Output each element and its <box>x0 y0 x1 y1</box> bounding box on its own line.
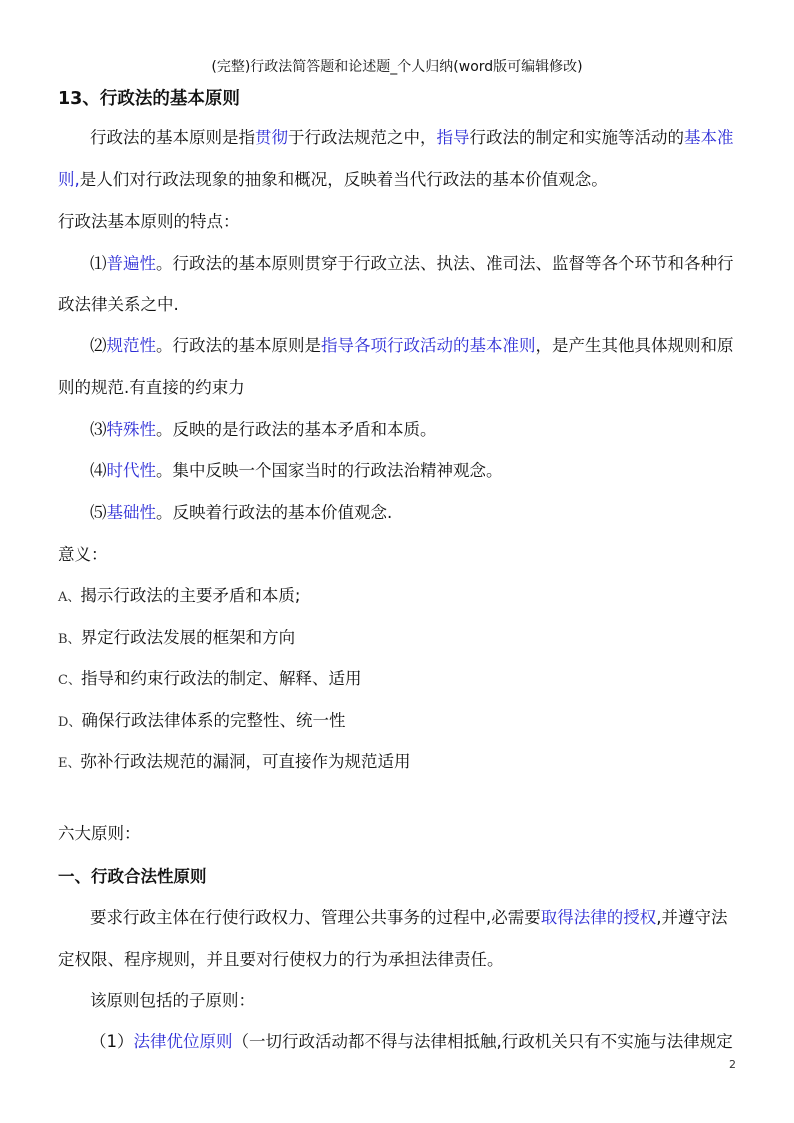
feature-text: 。行政法的基本原则贯穿于行政立法、执法、准司法、监督等各个环节和各种行 <box>156 254 734 273</box>
page-header: (完整)行政法简答题和论述题_个人归纳(word版可编辑修改) <box>211 59 583 75</box>
keyword-ze: 则, <box>58 170 80 189</box>
sub-principles-heading: 该原则包括的子原则： <box>90 991 255 1010</box>
feature-keyword: 规范性 <box>106 336 156 355</box>
principle-highlight: 取得法律的授权 <box>540 908 657 927</box>
feature-keyword: 时代性 <box>106 461 156 480</box>
feature-number: ⑷ <box>90 461 107 480</box>
principle-text: ,并遵守法 <box>656 908 728 927</box>
meaning-item-d <box>58 710 345 734</box>
meaning-item-e <box>58 751 411 775</box>
principle-1-line-2: 定权限、程序规则，并且要对行使权力的行为承担法律责任。 <box>58 950 504 969</box>
item-letter: A、 <box>58 590 81 605</box>
feature-keyword: 特殊性 <box>106 420 156 439</box>
definition-text: 行政法的制定和实施等活动的 <box>469 128 684 147</box>
feature-text: 。反映的是行政法的基本矛盾和本质。 <box>156 420 437 439</box>
section-13-title: 13、行政法的基本原则 <box>58 89 240 109</box>
feature-1-line-2: 政法律关系之中. <box>58 295 179 314</box>
meaning-item-a <box>58 585 300 609</box>
definition-line-2 <box>58 169 608 191</box>
meaning-item-b <box>58 627 295 651</box>
page-number: 2 <box>729 1058 736 1071</box>
principle-1-line-1 <box>90 907 728 929</box>
definition-text: 是人们对行政法现象的抽象和概况，反映着当代行政法的基本价值观念。 <box>79 170 608 189</box>
feature-text: ，是产生其他具体规则和原 <box>535 336 734 355</box>
feature-3 <box>90 419 437 441</box>
item-text: 揭示行政法的主要矛盾和本质; <box>80 586 301 605</box>
feature-number: ⑶ <box>90 420 107 439</box>
feature-text: 。反映着行政法的基本价值观念. <box>156 503 393 522</box>
principle-text: 要求行政主体在行使行政权力、管理公共事务的过程中,必需要 <box>90 908 541 927</box>
feature-number: ⑸ <box>90 503 107 522</box>
feature-text: 。集中反映一个国家当时的行政法治精神观念。 <box>156 461 503 480</box>
feature-2-line-2: 则的规范.有直接的约束力 <box>58 378 245 397</box>
definition-text: 于行政法规范之中， <box>288 128 437 147</box>
feature-number: ⑴ <box>90 254 107 273</box>
feature-keyword: 普遍性 <box>106 254 156 273</box>
feature-1-line-1 <box>90 253 734 275</box>
feature-2-line-1 <box>90 335 734 357</box>
sub-keyword: 法律优位原则 <box>133 1032 233 1051</box>
item-letter: D、 <box>58 715 82 730</box>
feature-5 <box>90 502 392 524</box>
feature-text: 。行政法的基本原则是 <box>156 336 321 355</box>
item-text: 指导和约束行政法的制定、解释、适用 <box>80 669 362 688</box>
item-text: 确保行政法律体系的完整性、统一性 <box>81 711 346 730</box>
feature-number: ⑵ <box>90 336 107 355</box>
feature-highlight: 指导各项行政活动的基本准则 <box>321 336 536 355</box>
definition-text: 行政法的基本原则是指 <box>90 128 255 147</box>
sub-text: （一切行政活动都不得与法律相抵触,行政机关只有不实施与法律规定 <box>232 1032 733 1051</box>
sub-principle-1 <box>90 1031 733 1053</box>
six-principles-heading: 六大原则： <box>58 824 141 843</box>
features-heading: 行政法基本原则的特点： <box>58 212 240 231</box>
keyword-zhidao: 指导 <box>436 128 470 147</box>
item-letter: B、 <box>58 632 81 647</box>
meaning-item-c <box>58 668 361 692</box>
principle-1-title: 一、行政合法性原则 <box>58 867 207 886</box>
item-text: 弥补行政法规范的漏洞，可直接作为规范适用 <box>80 752 411 771</box>
keyword-jiben-zhunze: 基本准 <box>684 128 734 147</box>
item-letter: E、 <box>58 756 81 771</box>
feature-keyword: 基础性 <box>106 503 156 522</box>
keyword-guanche: 贯彻 <box>255 128 288 147</box>
sub-number: （1） <box>90 1032 134 1051</box>
item-letter: C、 <box>58 673 81 688</box>
definition-line-1 <box>90 127 734 149</box>
feature-4 <box>90 460 503 482</box>
meaning-heading: 意义： <box>58 545 108 564</box>
item-text: 界定行政法发展的框架和方向 <box>80 628 296 647</box>
